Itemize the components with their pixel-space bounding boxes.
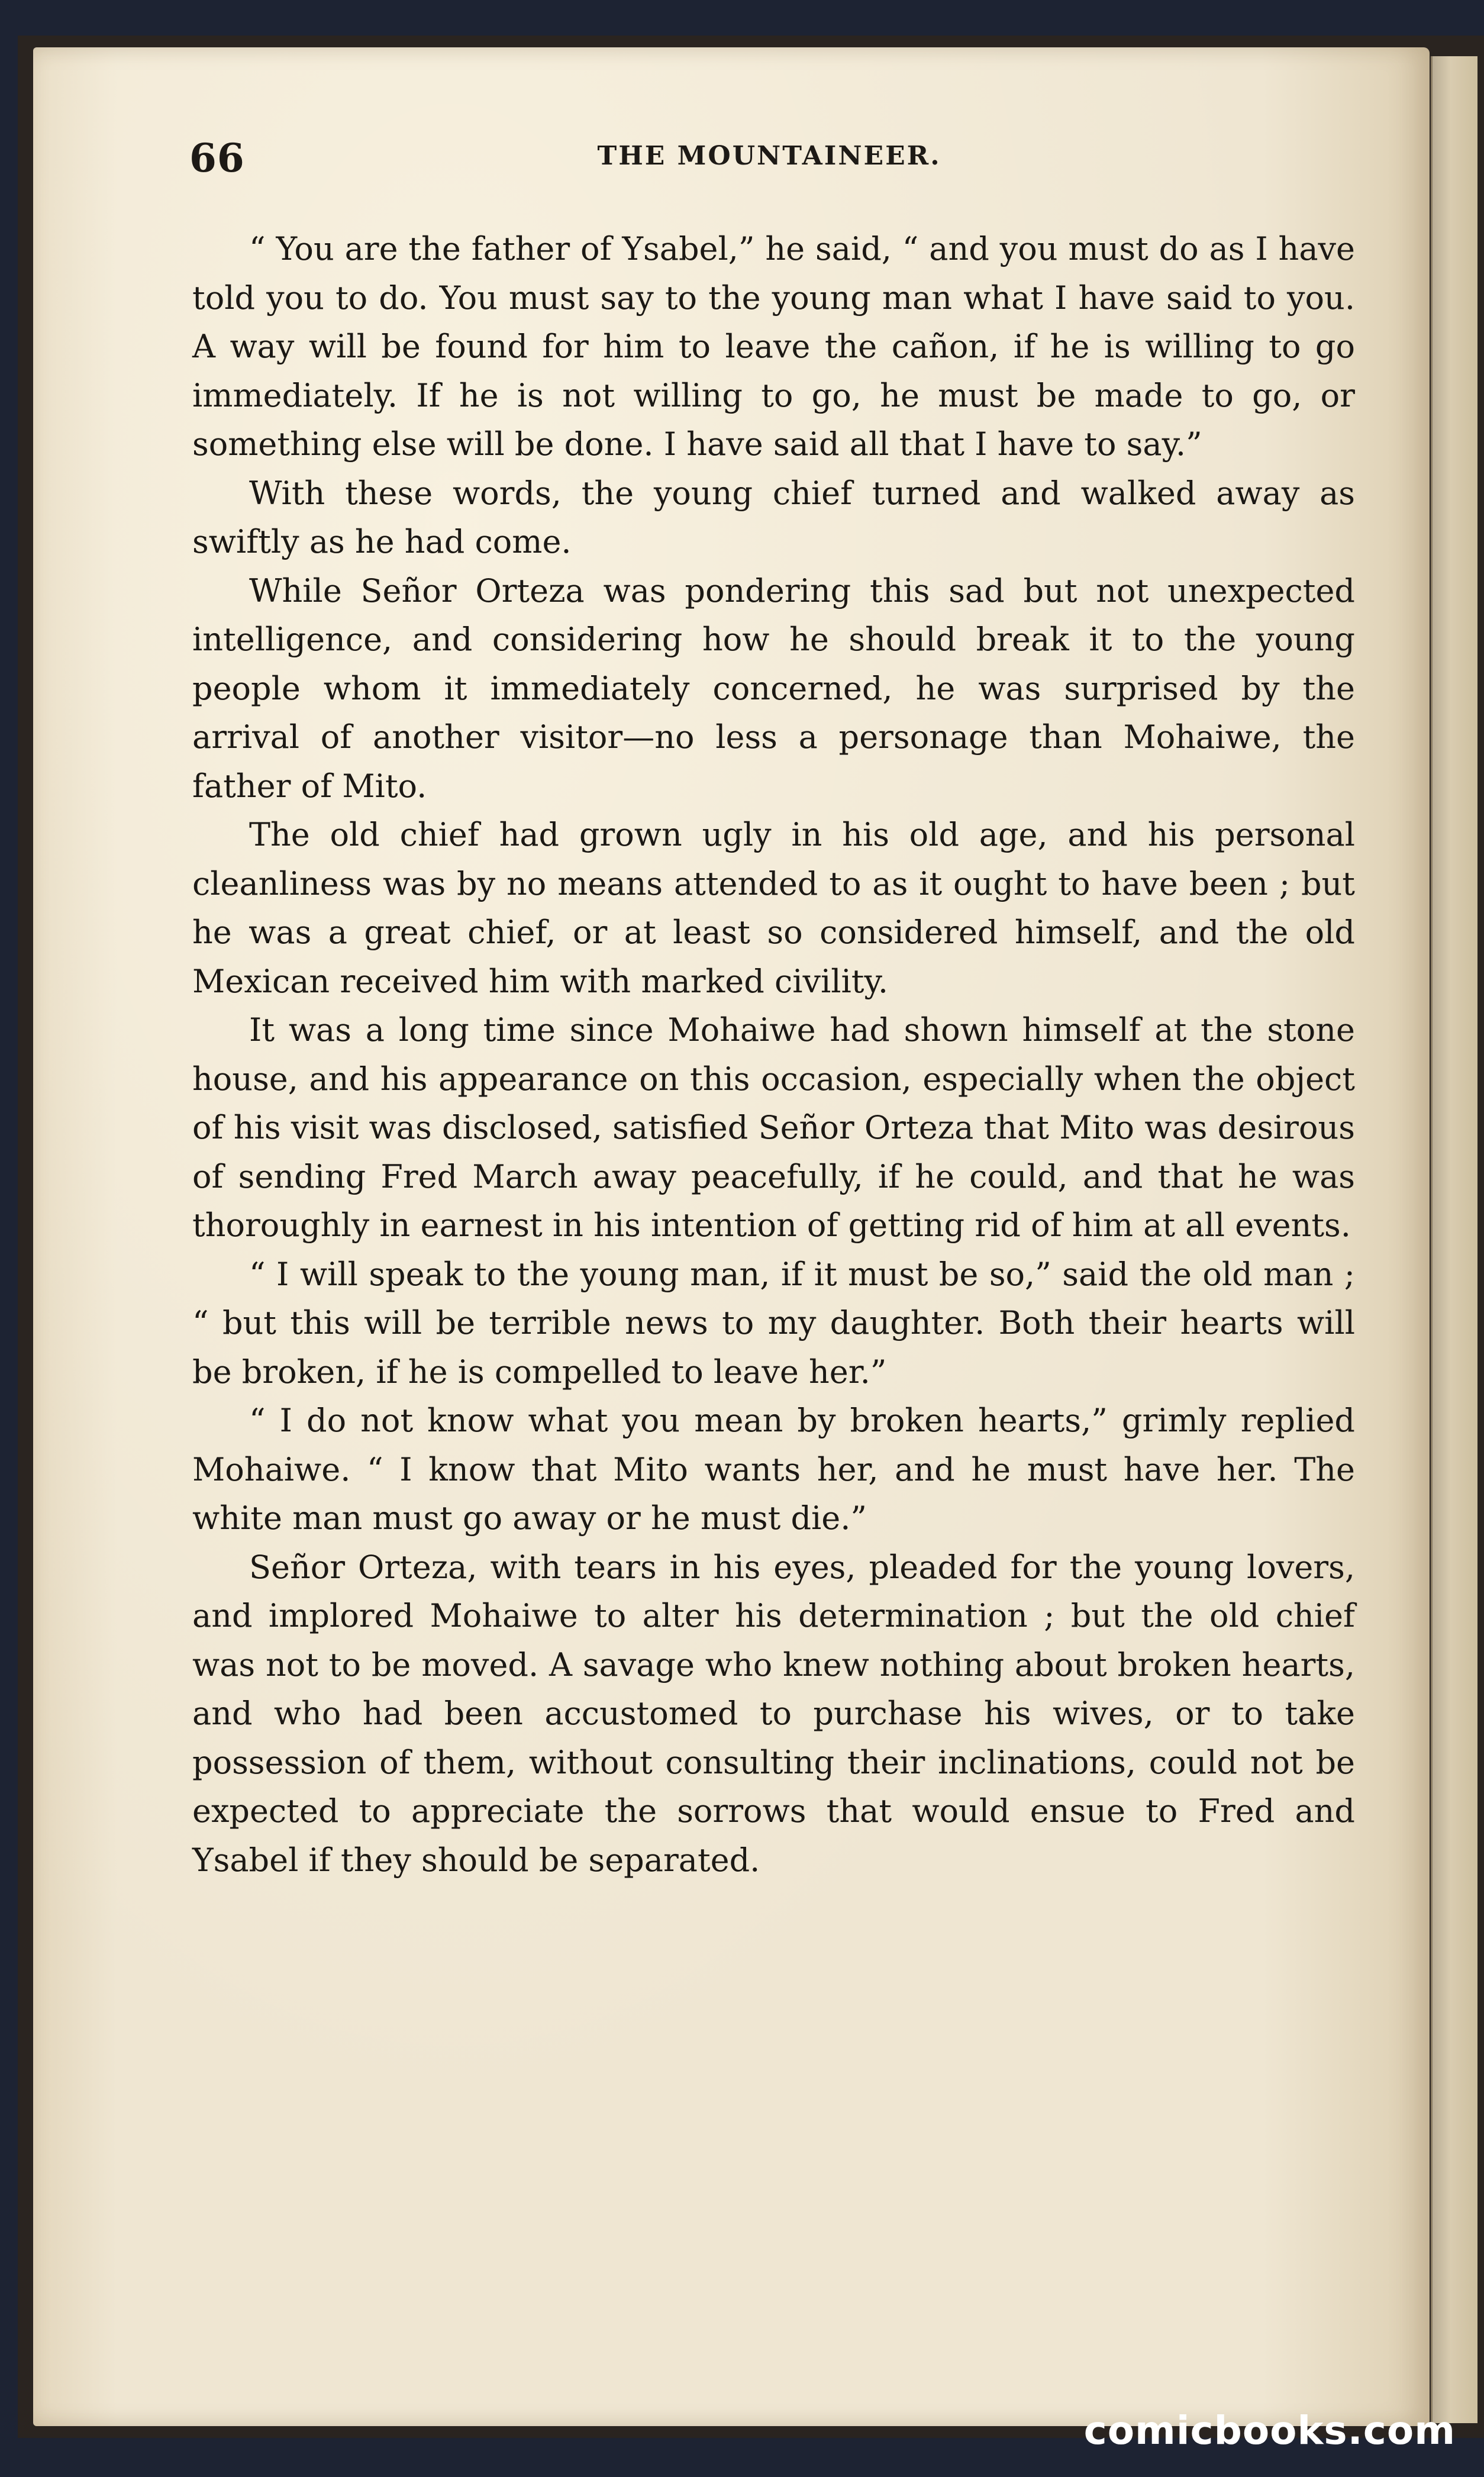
page-number: 66 <box>189 135 245 181</box>
paragraph: “ I will speak to the young man, if it must be so,” said the old man ; “ but this will be terrible news to my daughter. Both their hearts will be broken, if he is compelled to leave her.” <box>192 1255 1355 1391</box>
paragraph: “ I do not know what you mean by broken hearts,” grimly replied Mohaiwe. “ I know that Mito wants her, and he must have her. The white man must go away or he must die.” <box>192 1402 1355 1537</box>
paragraph: The old chief had grown ugly in his old age, and his personal cleanliness was by no means attended to as it ought to have been ; but he was a great chief, or at least so considered himself, and the old Mexican received him with marked civility. <box>192 816 1355 1000</box>
running-head <box>189 135 1349 182</box>
watermark: comicbooks.com <box>1083 2408 1456 2453</box>
body-text <box>192 225 1355 1885</box>
paragraph: “ You are the father of Ysabel,” he said, “ and you must do as I have told you to do. You must say to the young man what I have said to you. A way will be found for him to leave the cañon, if he is willing to go immediately. If he is not willing to go, he must be made to go, or something else will be done. I have said all that I have to say.” <box>192 230 1355 463</box>
book-title: THE MOUNTAINEER. <box>597 141 941 171</box>
paragraph: It was a long time since Mohaiwe had shown himself at the stone house, and his appearance on this occasion, especially when the object of his visit was disclosed, satisfied Señor Orteza that Mito was desirous of sending Fred March away peacefully, if he could, and that he was thoroughly in earnest in his intention of getting rid of him at all events. <box>192 1011 1355 1244</box>
paragraph: Señor Orteza, with tears in his eyes, pleaded for the young lovers, and implored Mohaiwe to alter his determination ; but the old chief was not to be moved. A savage who knew nothing about broken hearts, and who had been accustomed to purchase his wives, or to take possession of them, without consulting their inclinations, could not be expected to appreciate the sorrows that would ensue to Fred and Ysabel if they should be separated. <box>192 1548 1355 1879</box>
paragraph: With these words, the young chief turned and walked away as swiftly as he had come. <box>192 474 1355 560</box>
next-page-edge <box>1431 56 1477 2423</box>
paragraph: While Señor Orteza was pondering this sad but not unexpected intelligence, and considering how he should break it to the young people whom it immediately concerned, he was surprised by the arrival of another visitor—no less a personage than Mohaiwe, the father of Mito. <box>192 572 1355 805</box>
